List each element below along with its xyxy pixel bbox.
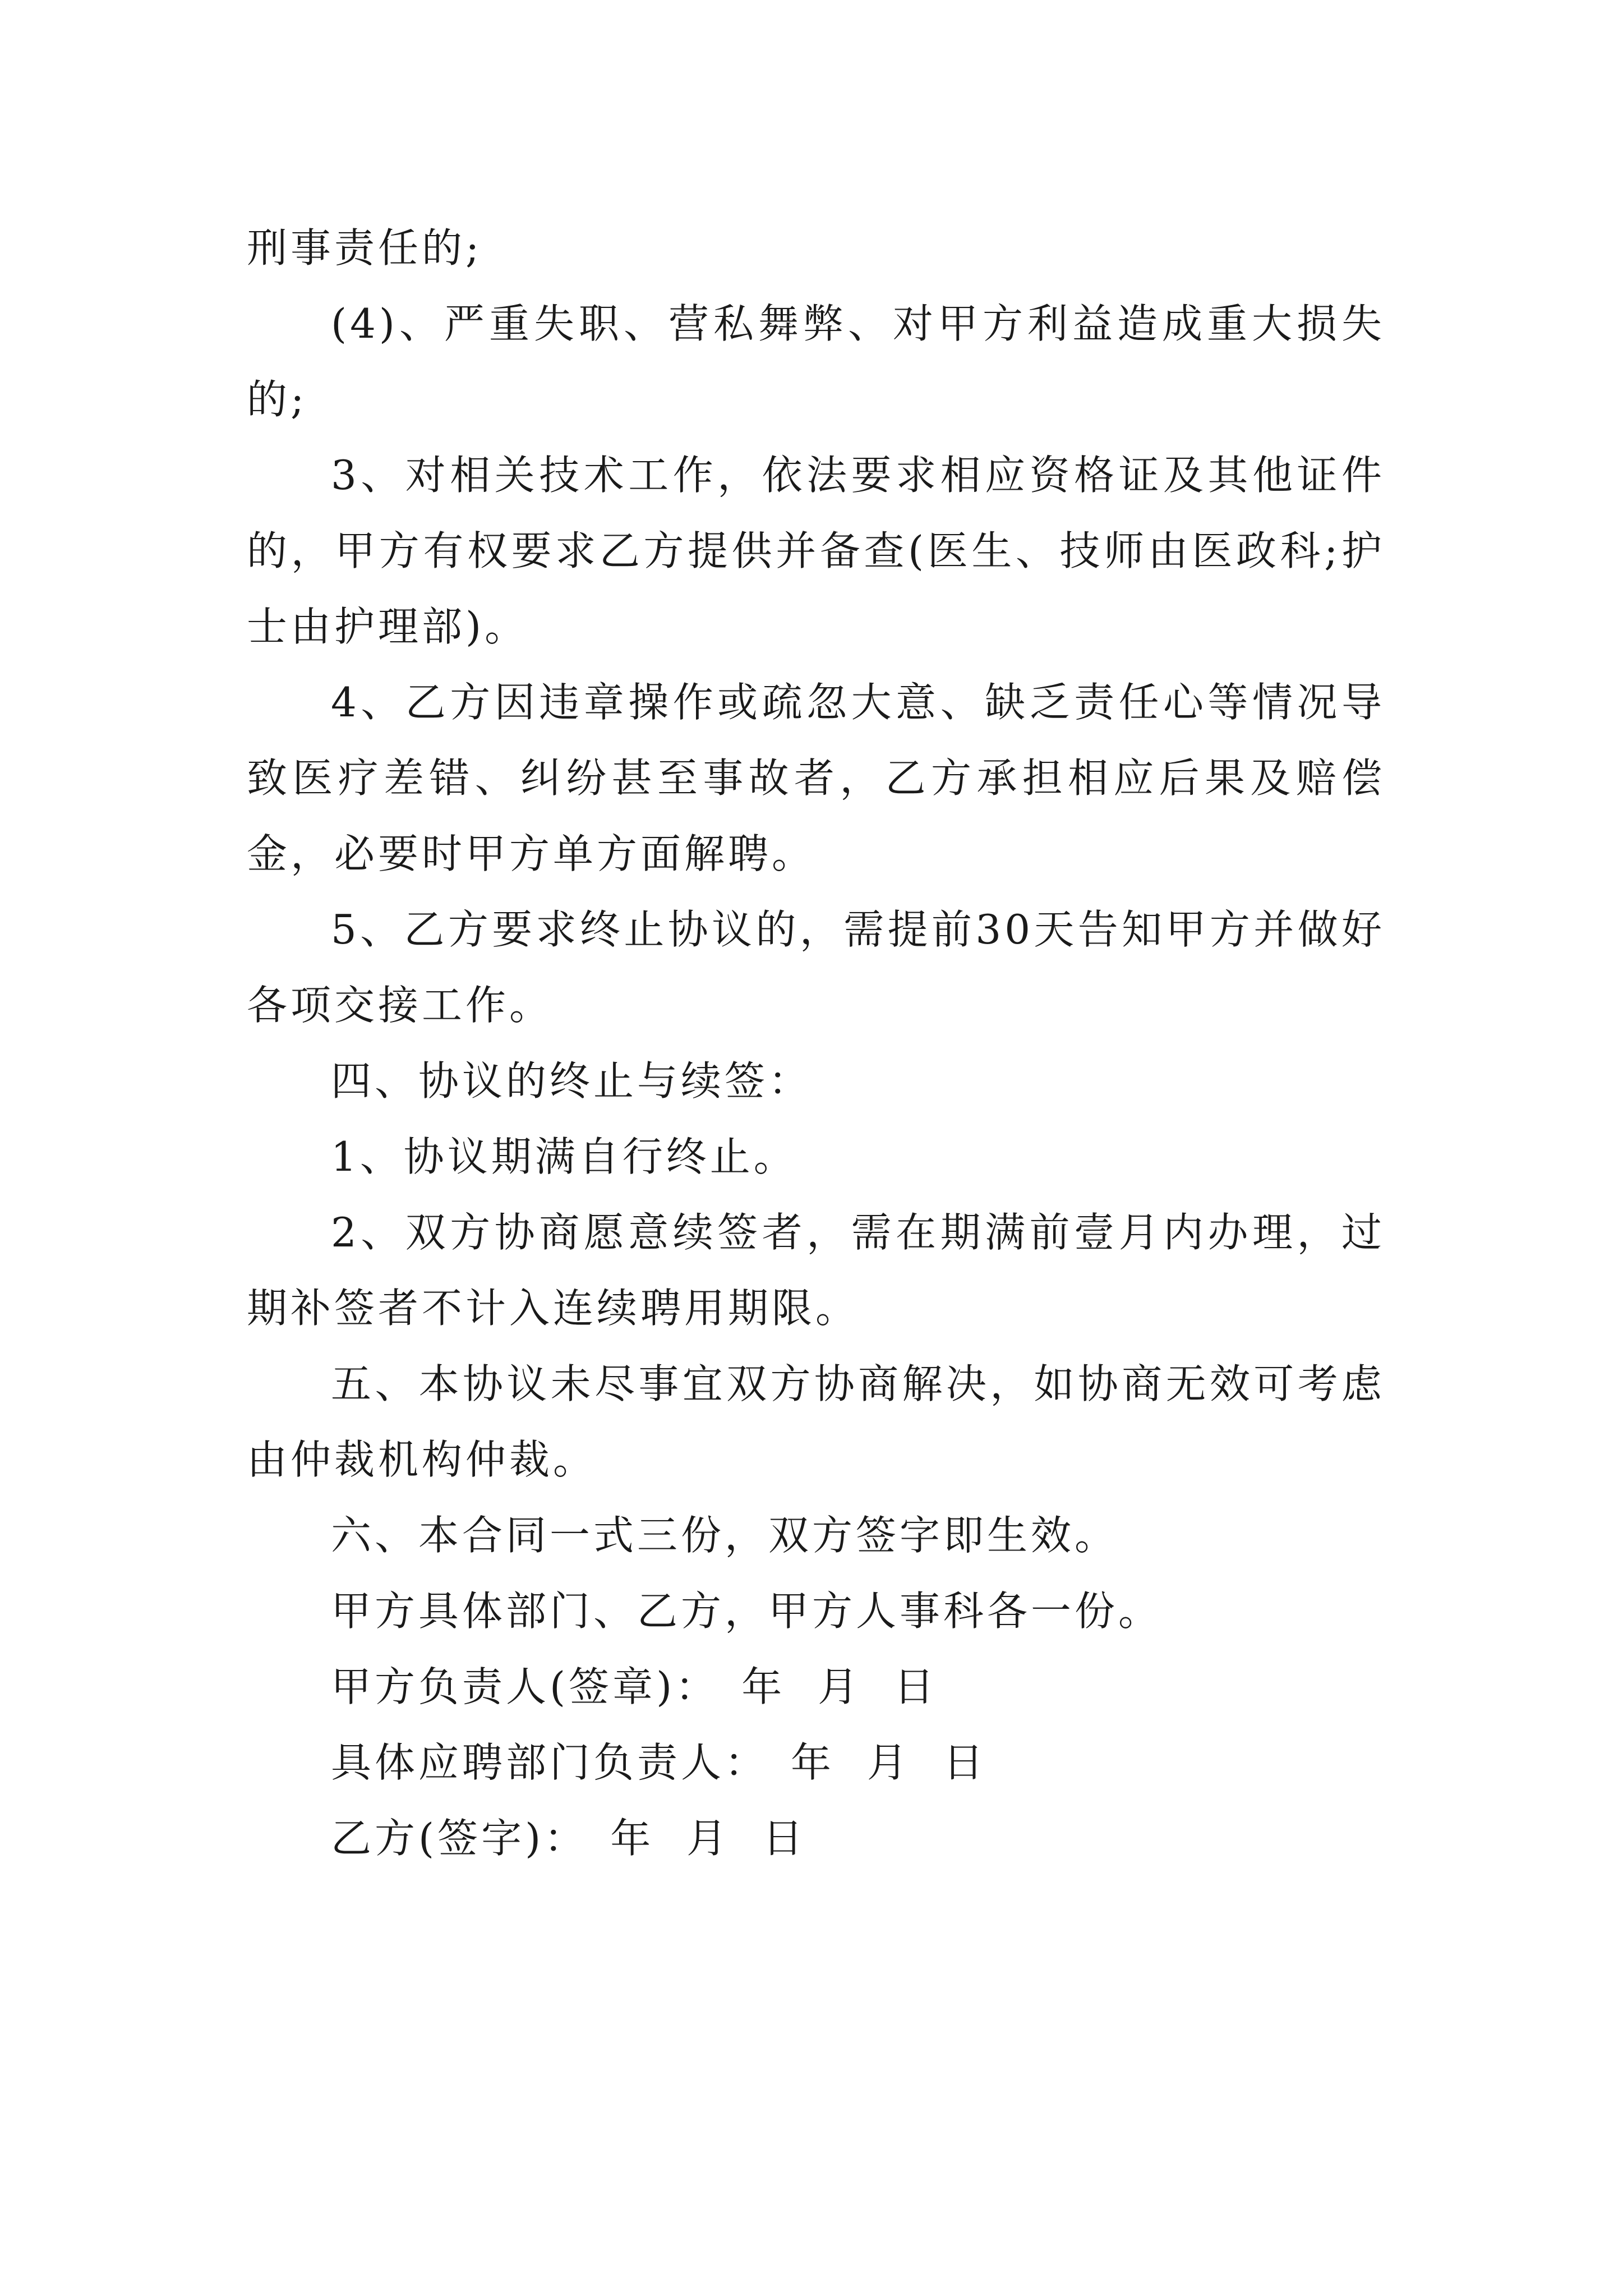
document-body bbox=[247, 210, 1385, 1876]
signature-label: 甲方负责人(签章)： bbox=[331, 1663, 720, 1710]
signature-date: 年 月 日 bbox=[791, 1739, 987, 1786]
signature-line-party-a bbox=[247, 1649, 1385, 1725]
section-five: 五、本协议未尽事宜双方协商解决，如协商无效可考虑由仲裁机构仲裁。 bbox=[247, 1360, 1385, 1483]
signature-line-department-head bbox=[247, 1725, 1385, 1801]
paragraph-termination-2: 2、双方协商愿意续签者，需在期满前壹月内办理，过期补签者不计入连续聘用期限。 bbox=[247, 1209, 1385, 1332]
signature-date: 年 月 日 bbox=[741, 1663, 938, 1710]
signature-label: 乙方(签字)： bbox=[331, 1815, 588, 1862]
paragraph-clause-4: (4)、严重失职、营私舞弊、对甲方利益造成重大损失的; bbox=[247, 300, 1385, 423]
signature-label: 具体应聘部门负责人： bbox=[331, 1739, 769, 1786]
section-heading-termination: 四、协议的终止与续签： bbox=[331, 1057, 813, 1105]
paragraph-termination-1: 1、协议期满自行终止。 bbox=[331, 1133, 797, 1180]
paragraph-item-4: 4、乙方因违章操作或疏忽大意、缺乏责任心等情况导致医疗差错、纠纷甚至事故者，乙方承担相应后果及赔偿金，必要时甲方单方面解聘。 bbox=[247, 679, 1385, 877]
signature-line-party-b bbox=[247, 1801, 1385, 1876]
section-six: 六、本合同一式三份，双方签字即生效。 bbox=[331, 1512, 1119, 1559]
paragraph-criminal-liability: 刑事责任的; bbox=[247, 224, 483, 272]
signature-date: 年 月 日 bbox=[610, 1815, 806, 1862]
paragraph-copies: 甲方具体部门、乙方，甲方人事科各一份。 bbox=[331, 1588, 1163, 1635]
paragraph-item-5: 5、乙方要求终止协议的，需提前30天告知甲方并做好各项交接工作。 bbox=[247, 906, 1385, 1029]
paragraph-item-3: 3、对相关技术工作，依法要求相应资格证及其他证件的，甲方有权要求乙方提供并备查(医生、技师由医政科;护士由护理部)。 bbox=[247, 452, 1385, 650]
